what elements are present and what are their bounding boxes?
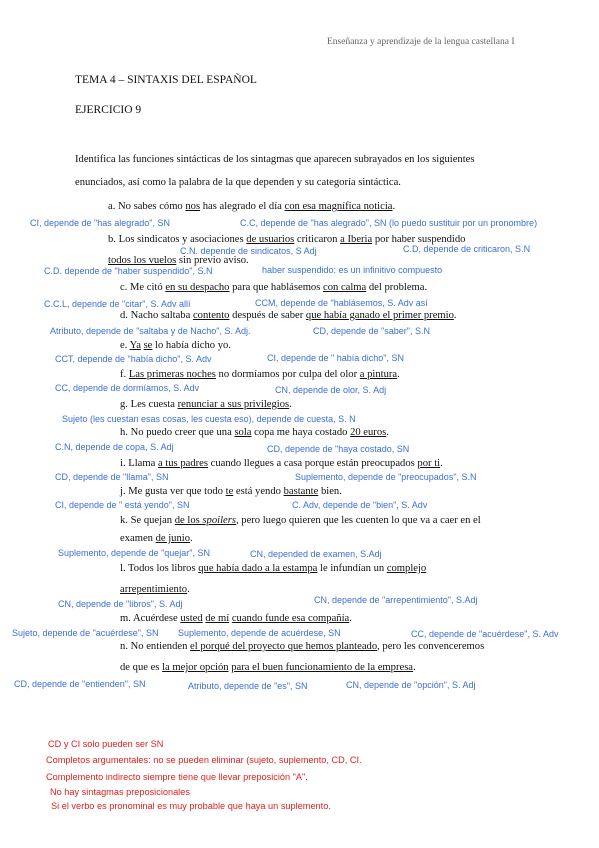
sentence-l-line-2: arrepentimiento.: [120, 584, 190, 595]
sentence-n-line-2: de que es la mejor opción para el buen funcionamiento de la empresa.: [120, 662, 416, 673]
instructions-line-1: Identifica las funciones sintácticas de los sintagmas que aparecen subrayados en los siguientes: [75, 154, 475, 165]
sentence-h: h. No puedo creer que una sola copa me haya costado 20 euros.: [120, 427, 389, 438]
page-header: Enseñanza y aprendizaje de la lengua castellana I: [327, 37, 515, 47]
annotation-d-2: CD, depende de "saber", S.N: [313, 326, 430, 336]
sentence-c: c. Me citó en su despacho para que hablásemos con calma del problema.: [120, 282, 428, 293]
annotation-m-3: CC, depende de "acuérdese", S. Adv: [411, 629, 559, 639]
annotation-d-1: Atributo, depende de "saltaba y de Nacho", S. Adj.: [50, 326, 251, 336]
annotation-m-1: Sujeto, depende de "acuérdese", SN: [12, 628, 159, 638]
sentence-e: e. Ya se lo había dicho yo.: [120, 340, 231, 351]
annotation-l-1: CN, depende de "libros", S. Adj: [58, 599, 183, 609]
annotation-b-4: haber suspendido: es un infinitivo compuesto: [262, 265, 443, 275]
exercise-title: EJERCICIO 9: [75, 104, 142, 116]
annotation-e-1: CCT, depende de "había dicho", S. Adv: [55, 354, 212, 364]
annotation-n-2: Atributo, depende de "es", SN: [188, 681, 308, 691]
annotation-f-2: CN, depende de olor, S. Adj: [275, 385, 387, 395]
instructions-line-2: enunciados, así como la palabra de la que dependen y su categoría sintáctica.: [75, 177, 401, 188]
annotation-b-1: C.N. depende de sindicatos, S Adj: [180, 246, 317, 256]
topic-title: TEMA 4 – SINTAXIS DEL ESPAÑOL: [75, 74, 257, 86]
annotation-n-1: CD, depende de "entienden", SN: [14, 679, 146, 689]
annotation-k-2: CN, depended de examen, S.Adj: [250, 549, 382, 559]
annotation-m-2: Suplemento, depende de acuérdese, SN: [178, 628, 341, 638]
note-3: Complemento indirecto siempre tiene que llevar preposición "A".: [46, 772, 308, 782]
annotation-j-2: C. Adv, depende de "bien", S. Adv: [292, 500, 428, 510]
annotation-e-2: CI, depende de " había dicho", SN: [267, 353, 404, 363]
annotation-l-2: CN, depende de "arrepentimiento", S.Adj: [314, 595, 478, 605]
annotation-h-2: CD, depende de "haya costado, SN: [267, 444, 410, 454]
annotation-i-1: CD, depende de "llama", SN: [55, 472, 169, 482]
note-4: No hay sintagmas preposicionales: [50, 787, 190, 797]
sentence-n-line-1: n. No entienden el porqué del proyecto que hemos planteado, pero les convenceremos: [120, 641, 485, 652]
annotation-f-1: CC, depende de dormíamos, S. Adv: [55, 383, 200, 393]
annotation-j-1: CI, depende de " está yendo", SN: [55, 500, 190, 510]
sentence-j: j. Me gusta ver que todo te está yendo bastante bien.: [120, 486, 342, 497]
note-5: Si el verbo es pronominal es muy probable que haya un suplemento.: [51, 801, 331, 811]
sentence-g: g. Les cuesta renunciar a sus privilegios.: [120, 399, 292, 410]
annotation-c-2: CCM, depende de "hablásemos, S. Adv así: [255, 298, 428, 308]
note-1: CD y CI solo pueden ser SN: [48, 739, 164, 749]
annotation-b-2: C.D, depende de criticaron, S.N: [403, 244, 531, 254]
sentence-d: d. Nacho saltaba contento después de saber que había ganado el primer premio.: [120, 310, 457, 321]
sentence-i: i. Llama a tus padres cuando llegues a casa porque están preocupados por ti.: [120, 458, 443, 469]
annotation-h-1: C.N, depende de copa, S. Adj: [55, 442, 174, 452]
sentence-k-line-1: k. Se quejan de los spoilers, pero luego quieren que les cuenten lo que va a caer en el: [120, 515, 481, 526]
sentence-a: a. No sabes cómo nos has alegrado el día con esa magnífica noticia.: [108, 201, 396, 212]
annotation-a-2: C.C, depende de "has alegrado", SN (lo puedo sustituir por un pronombre): [240, 218, 538, 228]
sentence-b-line-1: b. Los sindicatos y asociaciones de usuarios criticaron a Iberia por haber suspendido: [108, 234, 466, 245]
note-2: Completos argumentales: no se pueden eliminar (sujeto, suplemento, CD, CI.: [46, 755, 362, 765]
sentence-m: m. Acuérdese usted de mí cuando funde esa compañía.: [120, 613, 352, 624]
annotation-n-3: CN, depende de "opción", S. Adj: [346, 680, 476, 690]
sentence-k-line-2: examen de junio.: [120, 533, 193, 544]
sentence-b-line-2: todos los vuelos sin previo aviso.: [108, 255, 249, 266]
annotation-c-1: C.C.L, depende de "citar", S. Adv allí: [44, 299, 191, 309]
annotation-g-1: Sujeto (les cuestan esas cosas, les cuesta eso), depende de cuesta, S. N: [62, 414, 356, 424]
annotation-i-2: Suplemento, depende de "preocupados", S.N: [295, 472, 477, 482]
annotation-b-3: C.D. depende de "haber suspendido", S.N: [44, 266, 213, 276]
annotation-a-1: CI, depende de "has alegrado", SN: [30, 218, 170, 228]
sentence-l-line-1: l. Todos los libros que había dado a la estampa le infundían un complejo: [120, 563, 427, 574]
annotation-k-1: Suplemento, depende de "quejar", SN: [58, 548, 210, 558]
sentence-f: f. Las primeras noches no dormíamos por culpa del olor a pintura.: [120, 369, 400, 380]
